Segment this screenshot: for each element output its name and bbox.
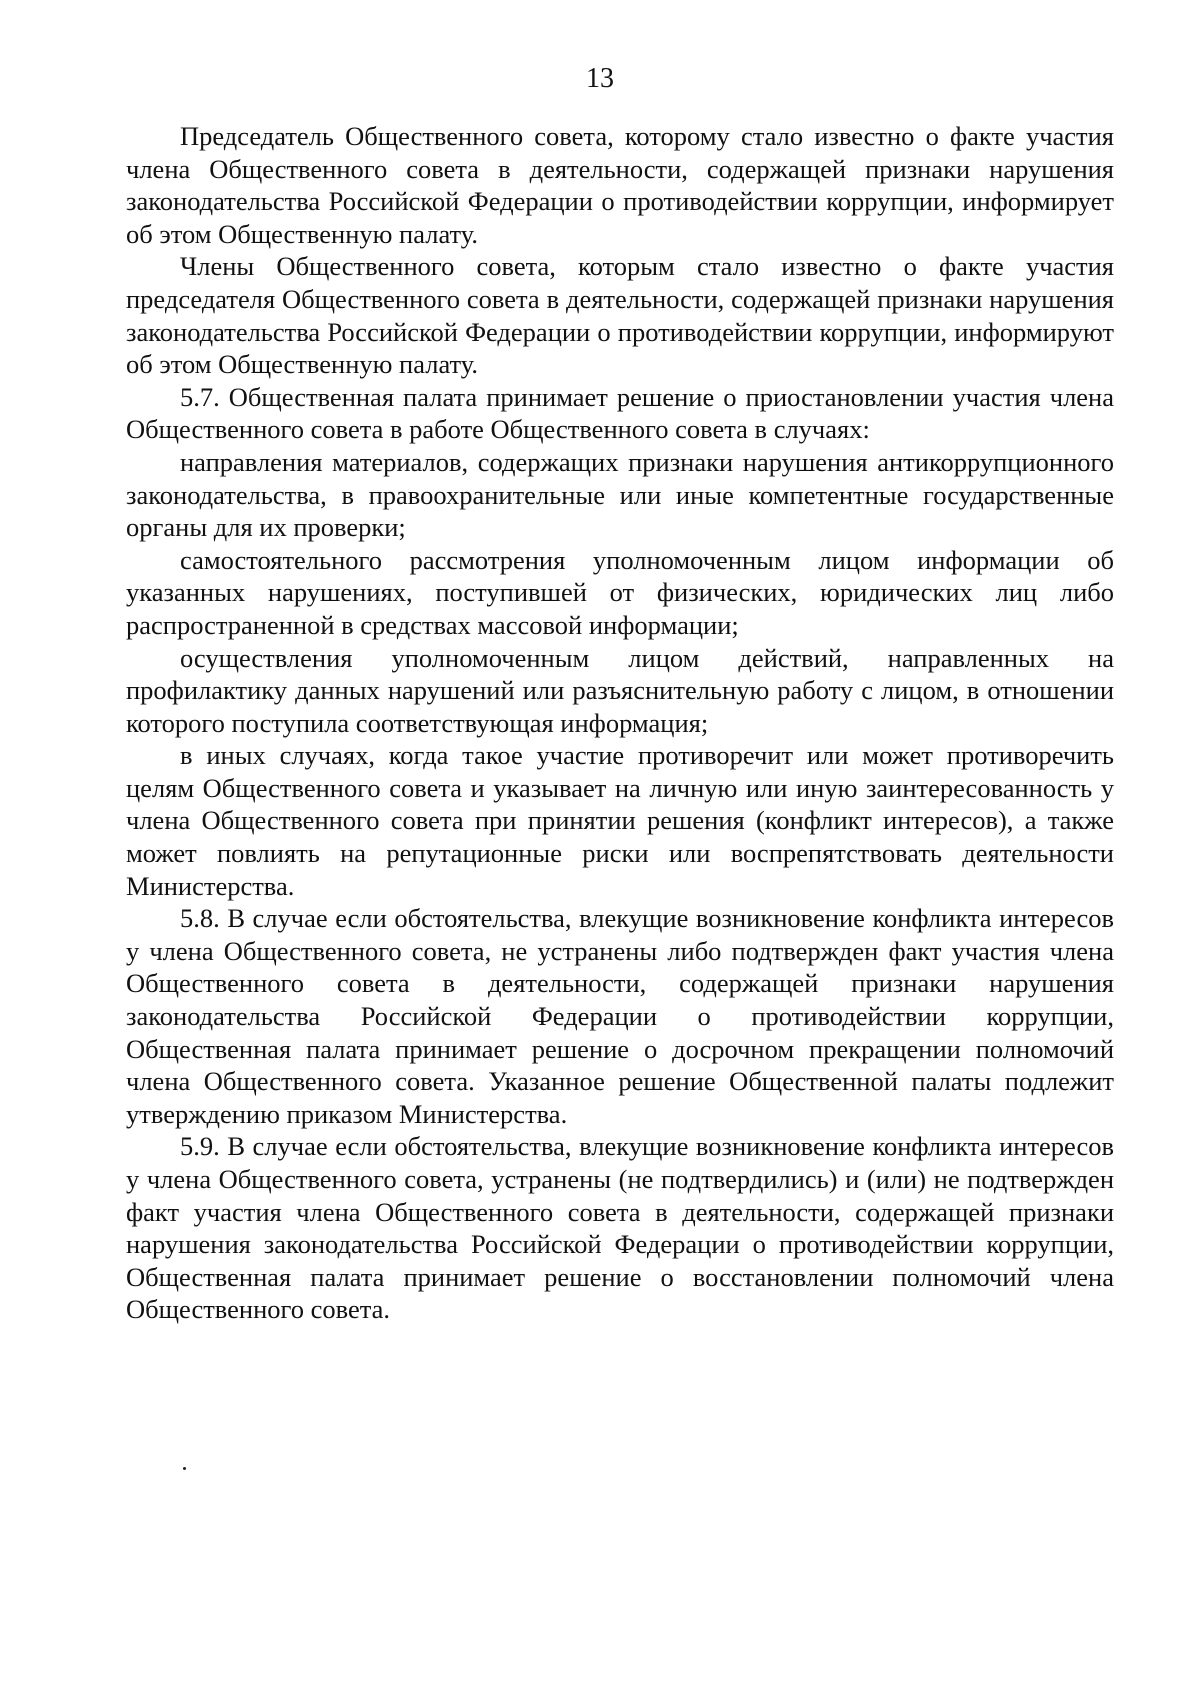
paragraph-case-review: самостоятельного рассмотрения уполномоченным лицом информации об указанных нарушениях, поступившей от физических, юридических лиц либо распространенной в средствах массовой информации; — [126, 544, 1114, 640]
paragraph-5-9: 5.9. В случае если обстоятельства, влекущие возникновение конфликта интересов у члена Общественного совета, устранены (не подтвердились) и (или) не подтвержден факт участия члена Общественного совета в деятельности, содержащей признаки нарушения законодательства Российской Федерации о противодействии коррупции, Общественная палата принимает решение о восстановлении полномочий члена Общественного совета. — [126, 1131, 1114, 1325]
scan-dot-mark — [183, 1467, 186, 1470]
page-number: 13 — [586, 63, 614, 94]
paragraph-5-8: 5.8. В случае если обстоятельства, влекущие возникновение конфликта интересов у члена Общественного совета, не устранены либо подтвержден факт участия члена Общественного совета в деятельности, содержащей признаки нарушения законодательства Российской Федерации о противодействии коррупции, Общественная палата принимает решение о досрочном прекращении полномочий члена Общественного совета. Указанное решение Общественной палаты подлежит утверждению приказом Министерства. — [126, 903, 1114, 1129]
paragraph-chairman-informs: Председатель Общественного совета, которому стало известно о факте участия члена Общественного совета в деятельности, содержащей признаки нарушения законодательства Российской Федерации о противодействии коррупции, информирует об этом Общественную палату. — [126, 121, 1114, 249]
paragraph-case-prevention: осуществления уполномоченным лицом действий, направленных на профилактику данных нарушений или разъяснительную работу с лицом, в отношении которого поступила соответствующая информация; — [126, 642, 1114, 738]
paragraph-case-other: в иных случаях, когда такое участие противоречит или может противоречить целям Общественного совета и указывает на личную или иную заинтересованность у члена Общественного совета при принятии решения (конфликт интересов), а также может повлиять на репутационные риски или воспрепятствовать деятельности Министерства. — [126, 740, 1114, 901]
paragraph-case-materials: направления материалов, содержащих признаки нарушения антикоррупционного законодательства, в правоохранительные или иные компетентные государственные органы для их проверки; — [126, 446, 1114, 543]
paragraph-5-7: 5.7. Общественная палата принимает решение о приостановлении участия члена Общественного совета в работе Общественного совета в случаях: — [126, 381, 1114, 445]
paragraph-members-inform: Члены Общественного совета, которым стало известно о факте участия председателя Общественного совета в деятельности, содержащей признаки нарушения законодательства Российской Федерации о противодействии коррупции, информируют об этом Общественную палату. — [126, 251, 1114, 380]
document-body — [126, 120, 1114, 1326]
